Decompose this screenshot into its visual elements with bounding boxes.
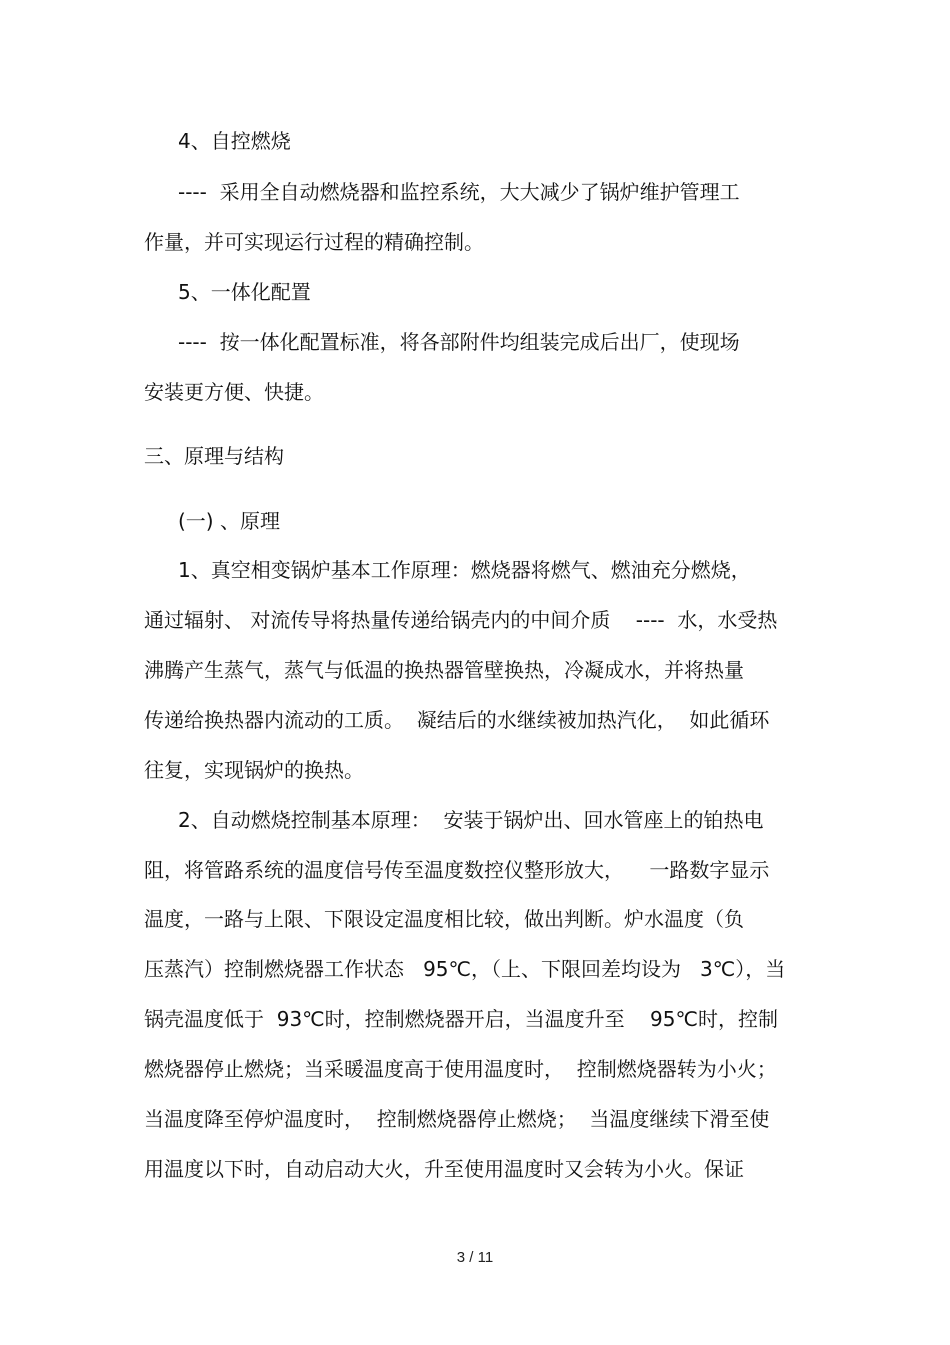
text-line: 1、真空相变锅炉基本工作原理：燃烧器将燃气、燃油充分燃烧， [178,558,751,582]
text-line: 5、一体化配置 [178,280,311,304]
subsection-heading: (一) 、原理 [178,509,280,533]
section-heading: 三、原理与结构 [144,444,284,468]
text-line: 通过辐射、 对流传导将热量传递给锅壳内的中间介质 ---- 水，水受热 [144,608,778,632]
text-line: 作量，并可实现运行过程的精确控制。 [144,230,484,254]
page-number: 3 / 11 [456,1249,494,1266]
text-line: 阻，将管路系统的温度信号传至温度数控仪整形放大， 一路数字显示 [144,858,770,882]
text-line: ---- 按一体化配置标准，将各部附件均组装完成后出厂，使现场 [178,330,740,354]
text-line: 燃烧器停止燃烧；当采暖温度高于使用温度时， 控制燃烧器转为小火； [144,1057,777,1081]
text-line: 沸腾产生蒸气，蒸气与低温的换热器管壁换热，冷凝成水，并将热量 [144,658,744,682]
text-line: 2、自动燃烧控制基本原理： 安装于锅炉出、回水管座上的铂热电 [178,808,764,832]
text-line: 当温度降至停炉温度时， 控制燃烧器停止燃烧； 当温度继续下滑至使 [144,1107,770,1131]
text-line: 温度，一路与上限、下限设定温度相比较，做出判断。炉水温度（负 [144,907,744,931]
text-line: ---- 采用全自动燃烧器和监控系统，大大减少了锅炉维护管理工 [178,180,740,204]
text-line: 传递给换热器内流动的工质。 凝结后的水继续被加热汽化， 如此循环 [144,708,770,732]
text-line: 用温度以下时，自动启动大火，升至使用温度时又会转为小火。保证 [144,1157,744,1181]
text-line: 压蒸汽）控制燃烧器工作状态 95℃，（上、下限回差均设为 3℃），当 [144,957,786,981]
text-line: 安装更方便、快捷。 [144,380,324,404]
text-line: 往复，实现锅炉的换热。 [144,758,364,782]
text-line: 锅壳温度低于 93℃时，控制燃烧器开启，当温度升至 95℃时，控制 [144,1007,778,1031]
text-line: 4、自控燃烧 [178,129,291,153]
